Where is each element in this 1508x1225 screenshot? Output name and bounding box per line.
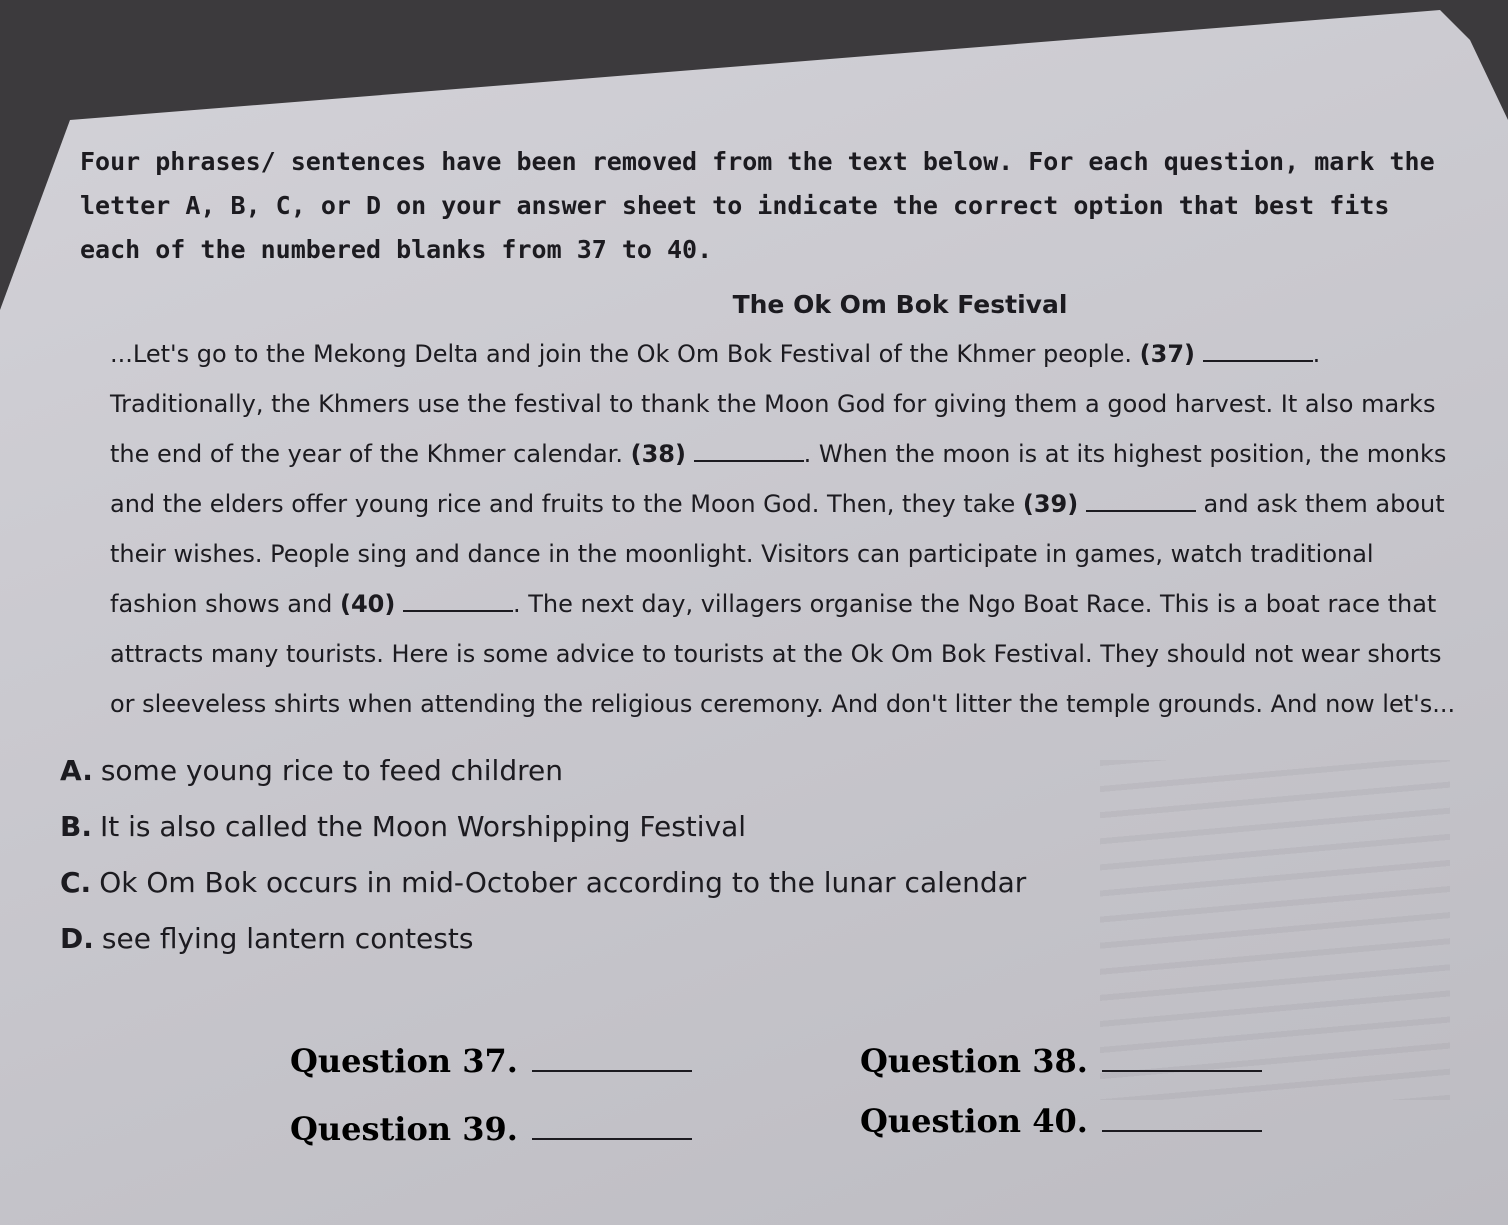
question-39: Question 39. — [290, 1110, 692, 1148]
blank-37 — [1203, 338, 1313, 362]
question-37: Question 37. — [290, 1042, 692, 1080]
answer-line-39 — [532, 1110, 692, 1140]
passage-sentence: . The next day, villagers organise the Ngo Boat Race. This is a boat race that attracts many tourists. Here is some advice to tourists at the Ok Om Bok Festival. They should not wear shorts or sleeveless shirts when attending the religious ceremony. And don't litter the temple grounds. And now let's... — [110, 590, 1456, 718]
blank-38 — [694, 438, 804, 462]
option-c: C. Ok Om Bok occurs in mid-October according to the lunar calendar — [60, 866, 1027, 899]
passage-text — [110, 329, 1460, 729]
passage-sentence: and ask them about their wishes. People sing and dance in the moonlight. Visitors can participate in games, watch traditional fashion shows and — [110, 490, 1445, 618]
option-b: B. It is also called the Moon Worshipping Festival — [60, 810, 747, 843]
blank-40 — [403, 588, 513, 612]
blank-number-39: (39) — [1022, 490, 1079, 518]
question-40: Question 40. — [860, 1102, 1262, 1140]
blank-number-38: (38) — [630, 440, 686, 468]
answer-line-38 — [1102, 1042, 1262, 1072]
blank-number-37: (37) — [1139, 340, 1195, 368]
answer-options — [60, 743, 1460, 967]
passage-sentence: . When the moon is at its highest position, the monks and the elders offer young rice and fruits to the Moon God. Then, they take — [110, 440, 1447, 518]
blank-39 — [1086, 488, 1196, 512]
question-38: Question 38. — [860, 1042, 1262, 1080]
instructions: Four phrases/ sentences have been removed from the text below. For each question, mark the letter A, B, C, or D on your answer sheet to indicate the correct option that best fits each of the numbered blanks from 37 to 40. — [80, 147, 1435, 264]
passage-sentence: ...Let's go to the Mekong Delta and join the Ok Om Bok Festival of the Khmer people. — [110, 340, 1133, 368]
passage-title: The Ok Om Bok Festival — [732, 290, 1068, 319]
blank-number-40: (40) — [340, 590, 396, 618]
option-a: A. some young rice to feed children — [60, 754, 563, 787]
answer-line-37 — [532, 1042, 692, 1072]
option-d: D. see flying lantern contests — [60, 922, 474, 955]
passage-sentence: . Traditionally, the Khmers use the festival to thank the Moon God for giving them a good harvest. It also marks the end of the year of the Khmer calendar. — [110, 340, 1436, 468]
exercise-content — [60, 140, 1460, 967]
answer-line-40 — [1102, 1102, 1262, 1132]
